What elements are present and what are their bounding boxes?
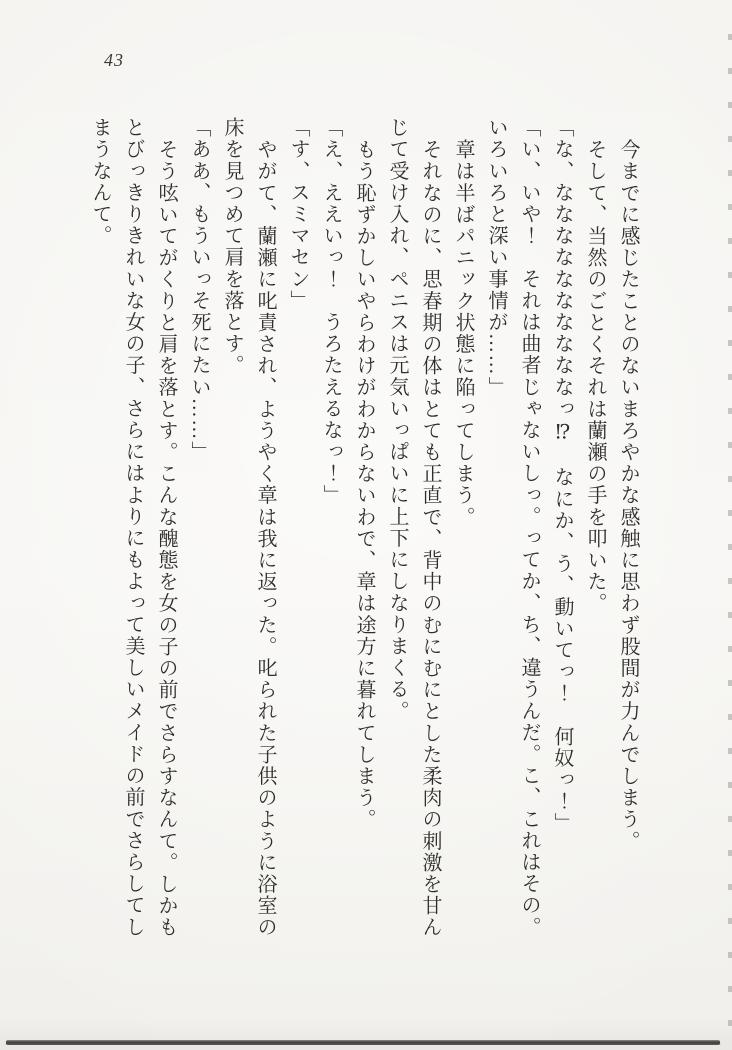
- main-text-block: [83, 117, 644, 965]
- page-edge-ticks: [728, 6, 732, 1036]
- text-line: 「ああ、もういっそ死にたい……」: [188, 117, 210, 463]
- below-page-edge-area: [0, 1045, 732, 1050]
- text-line: もう恥ずかしいやらわけがわからないわで、章は途方に暮れてしまう。: [353, 138, 375, 830]
- text-line: それなのに、思春期の体はとても正直で、背中のむにむにとした柔肉の刺激を甘ん: [419, 138, 441, 938]
- text-line: 「す、スミマセン」: [287, 117, 309, 312]
- text-line: そう呟いてがくりと肩を落とす。こんな醜態を女の子の前でさらすなんて。しかも: [155, 138, 177, 938]
- text-line: 「な、ななななななななななっ⁉ なにか、う、動いてっ！ 何奴っ！」: [551, 117, 573, 834]
- text-line: 「い、いや！ それは曲者じゃないしっ。ってか、ち、違うんだ。こ、これはその。: [518, 117, 540, 938]
- text-line: いろいろと深い事情が……」: [485, 117, 507, 398]
- text-line: 今までに感じたことのないまろやかな感触に思わず股間が力んでしまう。: [617, 138, 639, 852]
- text-line: とびっきりきれいな女の子、さらにはよりにもよって美しいメイドの前でさらしてし: [122, 117, 144, 938]
- text-line: 床を見つめて肩を落とす。: [221, 117, 243, 377]
- text-line: 「え、ええいっ！ うろたえるなっ！」: [320, 117, 342, 506]
- page-number: 43: [104, 50, 124, 70]
- text-line: 章は半ばパニック状態に陥ってしまう。: [452, 138, 474, 528]
- text-line: やがて、蘭瀬に叱責され、ようやく章は我に返った。叱られた子供のように浴室の: [254, 138, 276, 938]
- text-line: そして、当然のごとくそれは蘭瀬の手を叩いた。: [584, 138, 606, 614]
- text-line: まうなんて。: [89, 117, 111, 247]
- text-line: じて受け入れ、ペニスは元気いっぱいに上下にしなりまくる。: [386, 117, 408, 722]
